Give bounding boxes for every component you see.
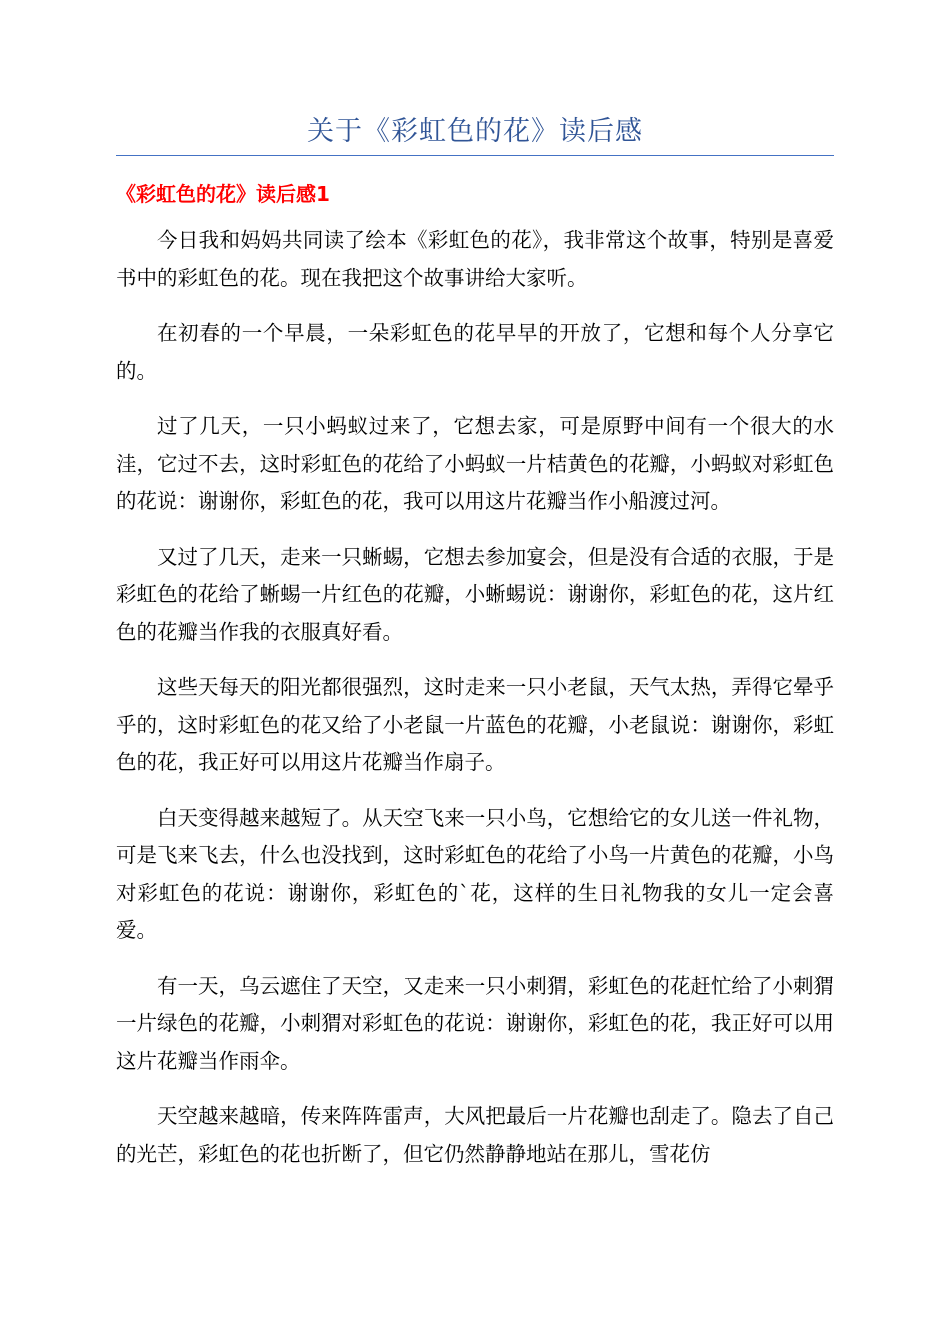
- paragraph: 这些天每天的阳光都很强烈，这时走来一只小老鼠，天气太热，弄得它晕乎乎的，这时彩虹色的花又给了小老鼠一片蓝色的花瓣，小老鼠说：谢谢你，彩虹色的花，我正好可以用这片花瓣当作扇子。: [116, 675, 834, 774]
- paragraph: 有一天，乌云遮住了天空，又走来一只小刺猬，彩虹色的花赶忙给了小刺猬一片绿色的花瓣，小刺猬对彩虹色的花说：谢谢你，彩虹色的花，我正好可以用这片花瓣当作雨伞。: [116, 973, 834, 1073]
- paragraph: 又过了几天，走来一只蜥蜴，它想去参加宴会，但是没有合适的衣服，于是彩虹色的花给了蜥蜴一片红色的花瓣，小蜥蜴说：谢谢你，彩虹色的花，这片红色的花瓣当作我的衣服真好看。: [116, 544, 834, 644]
- document-title: 关于《彩虹色的花》读后感: [307, 116, 643, 147]
- section-heading: 《彩虹色的花》读后感1: [116, 182, 330, 206]
- document-body: [116, 222, 834, 1191]
- paragraph: 天空越来越暗，传来阵阵雷声，大风把最后一片花瓣也刮走了。隐去了自己的光芒，彩虹色的花也折断了，但它仍然静静地站在那儿，雪花仿: [116, 1104, 834, 1166]
- paragraph: 过了几天，一只小蚂蚁过来了，它想去家，可是原野中间有一个很大的水洼，它过不去，这时彩虹色的花给了小蚂蚁一片桔黄色的花瓣，小蚂蚁对彩虹色的花说：谢谢你，彩虹色的花，我可以用这片花瓣当作小船渡过河。: [116, 414, 834, 513]
- paragraph: 白天变得越来越短了。从天空飞来一只小鸟，它想给它的女儿送一件礼物，可是飞来飞去，什么也没找到，这时彩虹色的花给了小鸟一片黄色的花瓣，小鸟对彩虹色的花说：谢谢你，彩虹色的`花，这样的生日礼物我的女儿一定会喜爱。: [116, 805, 834, 942]
- paragraph: 在初春的一个早晨，一朵彩虹色的花早早的开放了，它想和每个人分享它的。: [116, 321, 834, 383]
- title-underline: [116, 155, 834, 156]
- paragraph: 今日我和妈妈共同读了绘本《彩虹色的花》，我非常这个故事，特别是喜爱书中的彩虹色的花。现在我把这个故事讲给大家听。: [116, 228, 834, 290]
